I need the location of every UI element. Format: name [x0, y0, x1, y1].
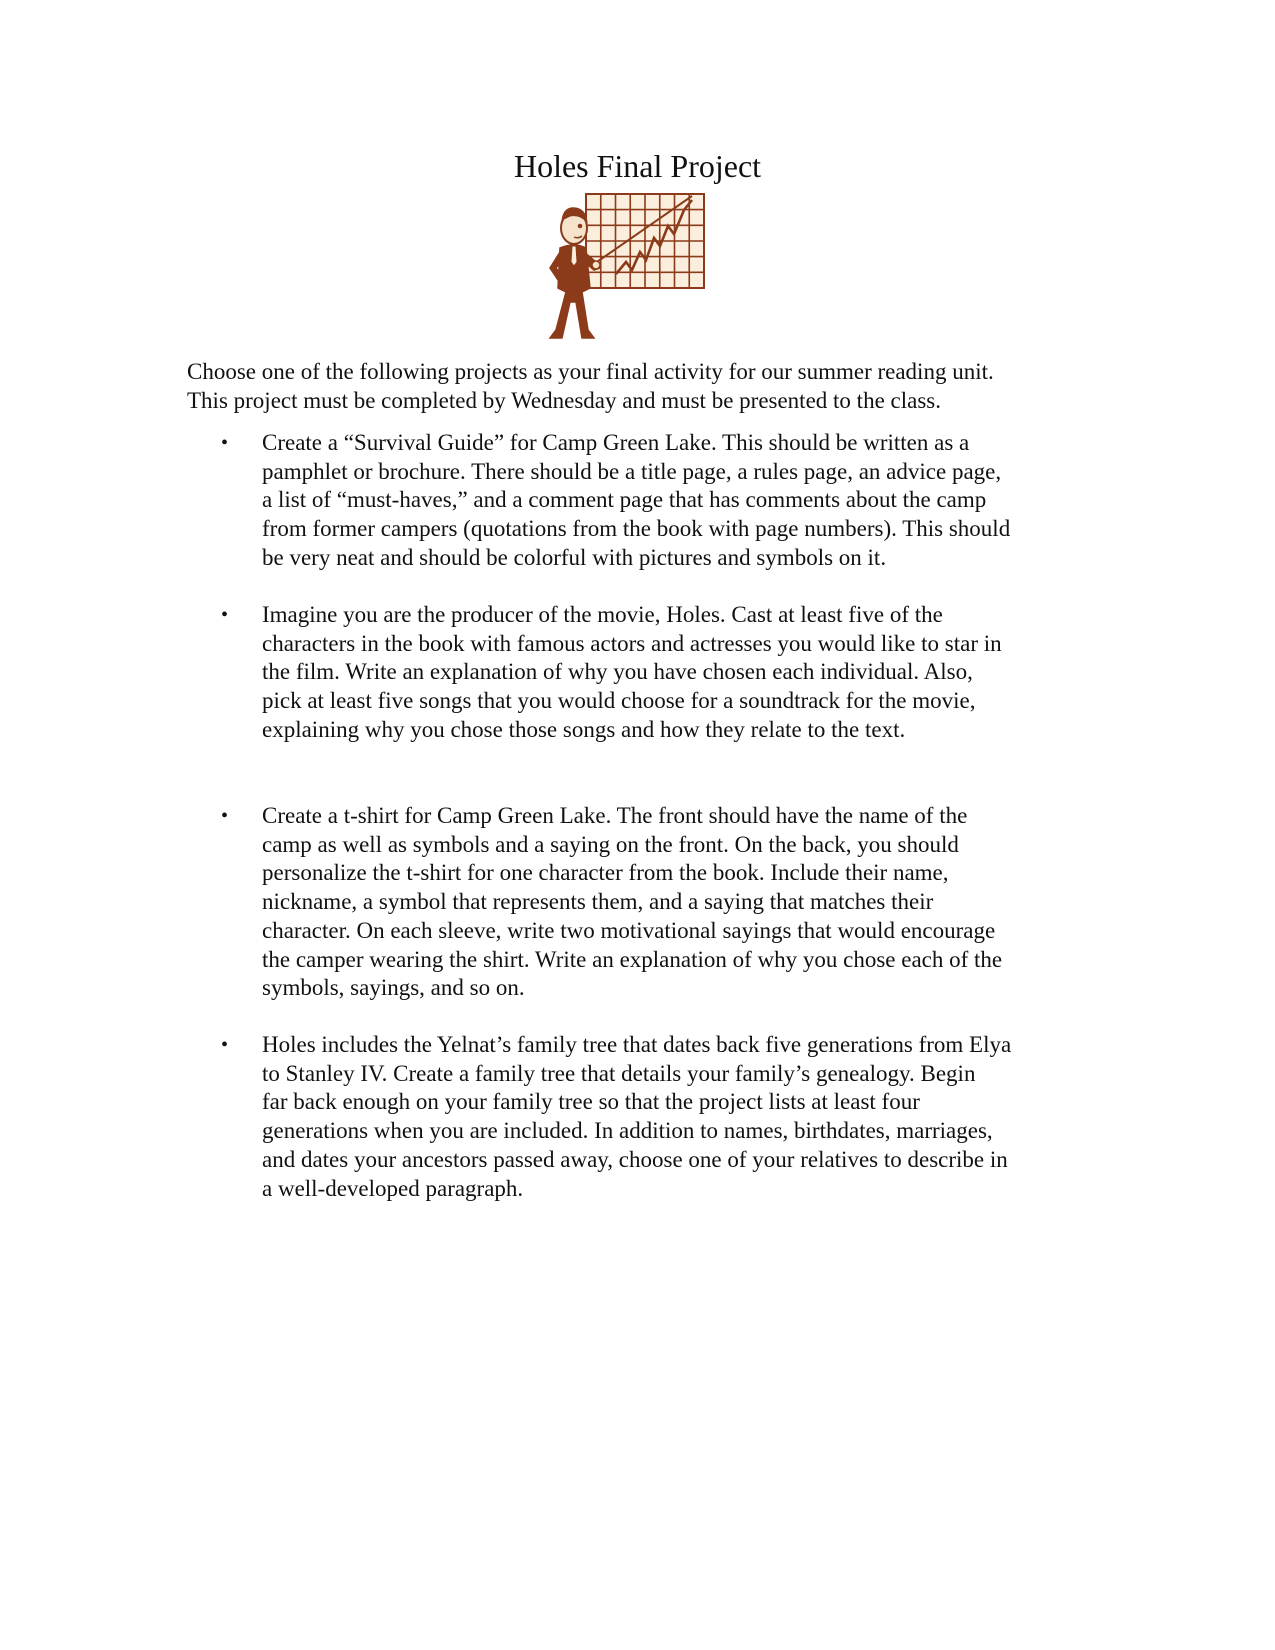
- bullet-marker: •: [221, 805, 229, 827]
- project-line: the camper wearing the shirt. Write an explanation of why you chose each of the: [262, 946, 1003, 972]
- project-line: the film. Write an explanation of why you have chosen each individual. Also,: [262, 659, 973, 685]
- presenter-pointing-at-chart-icon: [546, 192, 708, 344]
- bullet-marker: •: [221, 1034, 229, 1056]
- project-line: characters in the book with famous actors and actresses you would like to star in: [262, 630, 1002, 656]
- project-option-survival-guide: [262, 429, 1092, 573]
- project-line: symbols, sayings, and so on.: [262, 975, 525, 1001]
- project-line: personalize the t-shirt for one character from the book. Include their name,: [262, 860, 949, 886]
- project-line: Holes includes the Yelnat’s family tree that dates back five generations from Elya: [262, 1032, 1012, 1057]
- intro-paragraph: [187, 358, 1087, 415]
- project-line: pamphlet or brochure. There should be a title page, a rules page, an advice page,: [262, 458, 1002, 484]
- project-option-t-shirt: [262, 802, 1092, 1003]
- project-line: a well-developed paragraph.: [262, 1175, 524, 1201]
- bullet-marker: •: [221, 604, 229, 626]
- project-line: a list of “must-haves,” and a comment page that has comments about the camp: [262, 487, 987, 513]
- project-line: explaining why you chose those songs and how they relate to the text.: [262, 716, 906, 742]
- page-title: Holes Final Project: [513, 148, 762, 184]
- project-line: pick at least five songs that you would choose for a soundtrack for the movie,: [262, 688, 976, 714]
- project-line: generations when you are included. In addition to names, birthdates, marriages,: [262, 1118, 993, 1144]
- project-option-family-tree: [262, 1031, 1092, 1203]
- intro-line: This project must be completed by Wednesday and must be presented to the class.: [187, 387, 941, 413]
- project-line: camp as well as symbols and a saying on the front. On the back, you should: [262, 831, 959, 857]
- project-line: and dates your ancestors passed away, choose one of your relatives to describe in: [262, 1146, 1008, 1172]
- project-option-movie-producer: [262, 601, 1092, 745]
- project-line: character. On each sleeve, write two motivational sayings that would encourage: [262, 917, 996, 943]
- project-line: nickname, a symbol that represents them, and a saying that matches their: [262, 889, 934, 915]
- project-line: from former campers (quotations from the book with page numbers). This should: [262, 516, 1011, 542]
- project-line: Create a “Survival Guide” for Camp Green Lake. This should be written as a: [262, 430, 970, 455]
- project-line: be very neat and should be colorful with pictures and symbols on it.: [262, 544, 887, 570]
- project-line: Imagine you are the producer of the movie, Holes. Cast at least five of the: [262, 602, 943, 627]
- bullet-marker: •: [221, 432, 229, 454]
- project-line: far back enough on your family tree so that the project lists at least four: [262, 1089, 920, 1115]
- intro-line: Choose one of the following projects as your final activity for our summer reading unit.: [187, 359, 994, 384]
- project-line: to Stanley IV. Create a family tree that details your family’s genealogy. Begin: [262, 1060, 976, 1086]
- project-line: Create a t-shirt for Camp Green Lake. The front should have the name of the: [262, 803, 968, 828]
